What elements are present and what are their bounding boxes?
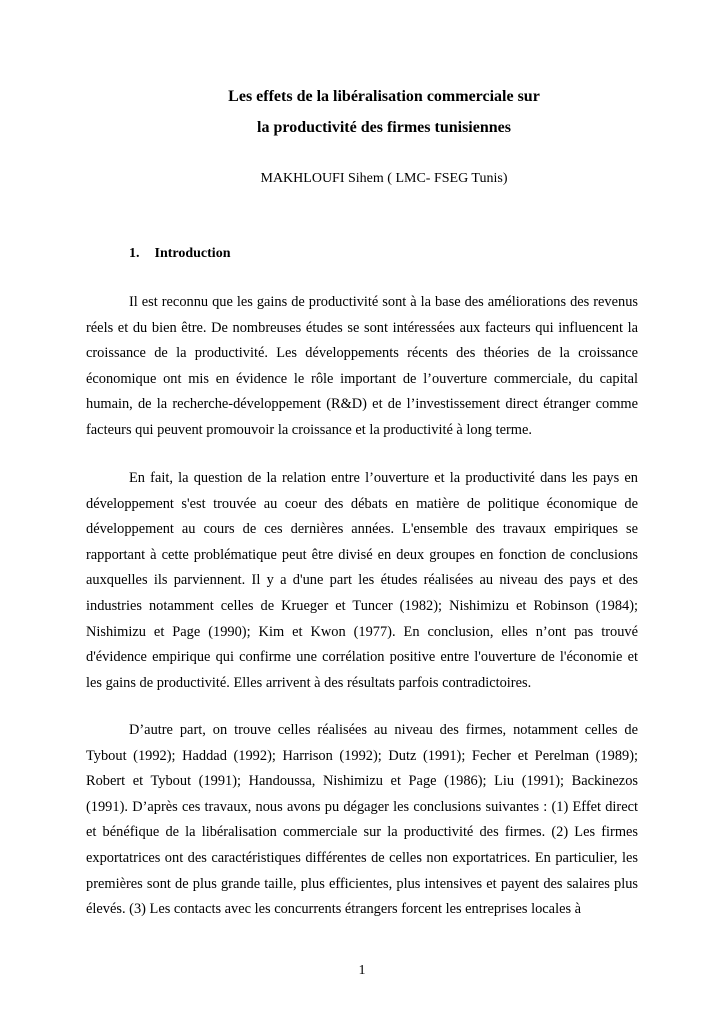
title-line-2: la productivité des firmes tunisiennes	[257, 119, 511, 136]
author-line: MAKHLOUFI Sihem ( LMC- FSEG Tunis)	[260, 171, 508, 186]
section-title: Introduction	[154, 246, 231, 261]
section-heading	[129, 245, 230, 263]
paragraph-1: Il est reconnu que les gains de productivité sont à la base des améliorations des revenus réels et du bien être. De nombreuses études se sont intéressées aux facteurs qui influencent la croissance de la productivité. Les développements récents des théories de la croissance économique ont mis en évidence le rôle important de l’ouverture commerciale, du capital humain, de la recherche-développement (R&D) et de l’investissement direct étranger comme facteurs qui peuvent promouvoir la croissance et la productivité à long terme.	[86, 294, 638, 438]
page-number: 1	[358, 963, 366, 978]
title-line-1: Les effets de la libéralisation commerciale sur	[228, 88, 540, 105]
paragraph-3: D’autre part, on trouve celles réalisées au niveau des firmes, notamment celles de Tybout (1992); Haddad (1992); Harrison (1992); Dutz (1991); Fecher et Perelman (1989); Robert et Tybout (1991); Handoussa, Nishimizu et Page (1986); Liu (1991); Backinezos (1991). D’après ces travaux, nous avons pu dégager les conclusions suivantes : (1) Effet direct et bénéfique de la libéralisation commerciale sur la productivité des firmes. (2) Les firmes exportatrices ont des caractéristiques différentes de celles non exportatrices. En particulier, les premières sont de plus grande taille, plus efficientes, plus intensives et payent des salaires plus élevés. (3) Les contacts avec les concurrents étrangers forcent les entreprises locales à	[86, 722, 638, 918]
section-number: 1.	[129, 246, 140, 261]
paragraph-2: En fait, la question de la relation entre l’ouverture et la productivité dans les pays en développement s'est trouvée au coeur des débats en matière de politique économique de développement au cours de ces dernières années. L'ensemble des travaux empiriques se rapportant à cette problématique peut être divisé en deux groupes en fonction de conclusions auxquelles ils parviennent. Il y a d'une part les études réalisées au niveau des pays et des industries notamment celles de Krueger et Tuncer (1982); Nishimizu et Robinson (1984); Nishimizu et Page (1990); Kim et Kwon (1977). En conclusion, elles n’ont pas trouvé d'évidence empirique qui confirme une corrélation positive entre l'ouverture de l'économie et les gains de productivité. Elles arrivent à des résultats parfois contradictoires.	[86, 470, 638, 691]
